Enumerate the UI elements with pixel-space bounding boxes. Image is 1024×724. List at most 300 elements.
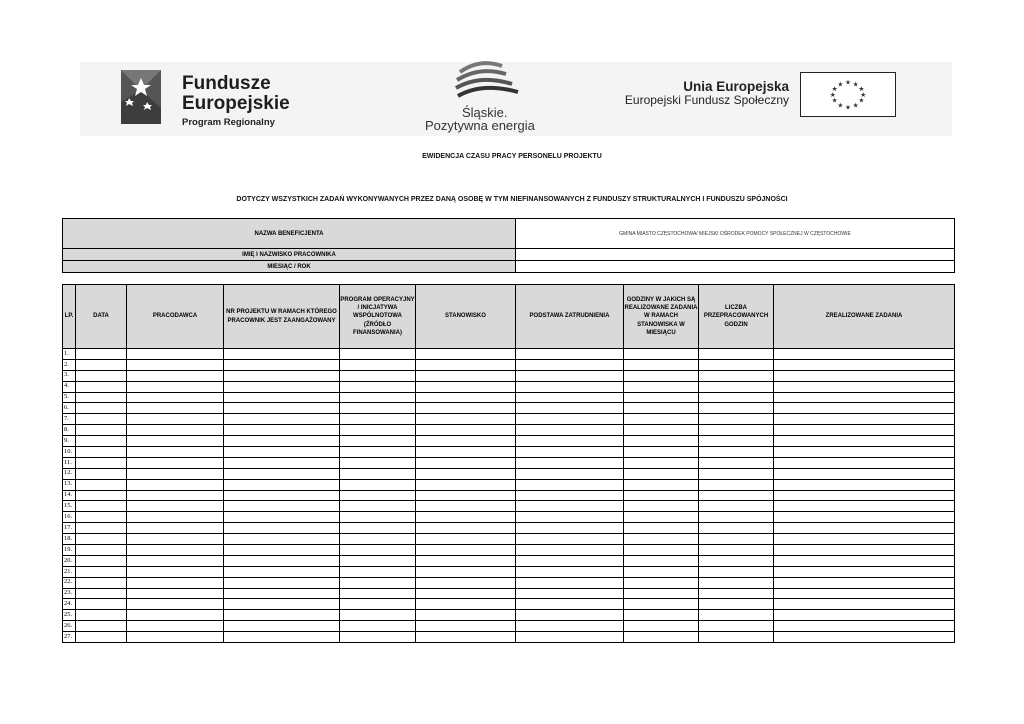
table-cell[interactable] xyxy=(340,512,416,523)
table-row xyxy=(63,359,955,370)
table-row xyxy=(63,490,955,501)
row-number: 2. xyxy=(63,359,76,370)
header-pracodawca: PRACODAWCA xyxy=(127,285,224,349)
table-cell[interactable] xyxy=(624,381,699,392)
time-record-table xyxy=(62,284,955,643)
table-cell[interactable] xyxy=(774,425,955,436)
table-cell[interactable] xyxy=(774,610,955,621)
table-cell[interactable] xyxy=(416,468,516,479)
table-cell[interactable] xyxy=(699,534,774,545)
row-number: 15. xyxy=(63,501,76,512)
table-cell[interactable] xyxy=(699,392,774,403)
table-cell[interactable] xyxy=(699,545,774,556)
table-cell[interactable] xyxy=(127,501,224,512)
table-cell[interactable] xyxy=(416,425,516,436)
table-cell[interactable] xyxy=(76,490,127,501)
table-row xyxy=(63,447,955,458)
table-cell[interactable] xyxy=(224,436,340,447)
table-cell[interactable] xyxy=(774,468,955,479)
table-cell[interactable] xyxy=(624,610,699,621)
svg-text:★: ★ xyxy=(845,103,851,112)
table-cell[interactable] xyxy=(340,545,416,556)
table-cell[interactable] xyxy=(624,523,699,534)
table-cell[interactable] xyxy=(127,632,224,643)
table-row xyxy=(63,381,955,392)
logo-fe-line1: Fundusze xyxy=(182,73,271,94)
table-cell[interactable] xyxy=(127,447,224,458)
row-number: 13. xyxy=(63,479,76,490)
header-nr-projektu: NR PROJEKTU W RAMACH KTÓREGO PRACOWNIK JEST ZAANGAŻOWANY xyxy=(224,285,340,349)
table-cell[interactable] xyxy=(624,599,699,610)
table-cell[interactable] xyxy=(76,381,127,392)
table-cell[interactable] xyxy=(340,566,416,577)
table-cell[interactable] xyxy=(127,577,224,588)
table-cell[interactable] xyxy=(224,359,340,370)
table-cell[interactable] xyxy=(76,566,127,577)
table-cell[interactable] xyxy=(774,501,955,512)
header-program-operacyjny: PROGRAM OPERACYJNY / INICJATYWA WSPÓLNOTOWA (ŹRÓDŁO FINANSOWANIA) xyxy=(340,285,416,349)
table-cell[interactable] xyxy=(416,414,516,425)
table-cell[interactable] xyxy=(699,457,774,468)
table-cell[interactable] xyxy=(624,501,699,512)
table-cell[interactable] xyxy=(699,555,774,566)
document-subtitle: DOTYCZY WSZYSTKICH ZADAŃ WYKONYWANYCH PRZEZ DANĄ OSOBĘ W TYM NIEFINANSOWANYCH Z FUNDUSZY STRUKTURALNYCH I FUNDUSZU SPÓJNOŚCI xyxy=(236,196,788,203)
table-row xyxy=(63,392,955,403)
table-cell[interactable] xyxy=(774,534,955,545)
table-cell[interactable] xyxy=(224,392,340,403)
table-cell[interactable] xyxy=(224,501,340,512)
table-cell[interactable] xyxy=(127,414,224,425)
table-cell[interactable] xyxy=(516,577,624,588)
table-cell[interactable] xyxy=(699,403,774,414)
table-cell[interactable] xyxy=(340,534,416,545)
table-cell[interactable] xyxy=(416,621,516,632)
row-number: 21. xyxy=(63,566,76,577)
table-cell[interactable] xyxy=(340,577,416,588)
table-cell[interactable] xyxy=(127,512,224,523)
table-cell[interactable] xyxy=(624,468,699,479)
table-cell[interactable] xyxy=(416,523,516,534)
month-year-label: MIESIĄC / ROK xyxy=(63,261,516,273)
table-cell[interactable] xyxy=(774,414,955,425)
table-cell[interactable] xyxy=(340,392,416,403)
table-cell[interactable] xyxy=(624,545,699,556)
table-cell[interactable] xyxy=(340,370,416,381)
svg-text:★: ★ xyxy=(858,96,865,105)
table-cell[interactable] xyxy=(699,599,774,610)
table-row xyxy=(63,479,955,490)
table-cell[interactable] xyxy=(127,370,224,381)
table-row xyxy=(63,621,955,632)
table-cell[interactable] xyxy=(516,468,624,479)
table-cell[interactable] xyxy=(224,381,340,392)
table-cell[interactable] xyxy=(774,381,955,392)
table-cell[interactable] xyxy=(340,468,416,479)
table-cell[interactable] xyxy=(516,457,624,468)
table-cell[interactable] xyxy=(416,610,516,621)
table-cell[interactable] xyxy=(340,425,416,436)
table-cell[interactable] xyxy=(76,621,127,632)
table-cell[interactable] xyxy=(340,610,416,621)
table-cell[interactable] xyxy=(224,425,340,436)
table-cell[interactable] xyxy=(516,555,624,566)
table-cell[interactable] xyxy=(127,621,224,632)
table-cell[interactable] xyxy=(416,566,516,577)
table-cell[interactable] xyxy=(416,490,516,501)
table-cell[interactable] xyxy=(699,425,774,436)
table-cell[interactable] xyxy=(224,534,340,545)
table-cell[interactable] xyxy=(516,392,624,403)
table-cell[interactable] xyxy=(774,566,955,577)
beneficiary-value: GMINA MIASTO CZĘSTOCHOWA/ MIEJSKI OŚRODEK POMOCY SPOŁECZNEJ W CZĘSTOCHOWIE xyxy=(516,219,955,249)
table-cell[interactable] xyxy=(416,479,516,490)
table-cell[interactable] xyxy=(76,392,127,403)
table-cell[interactable] xyxy=(76,403,127,414)
table-cell[interactable] xyxy=(516,588,624,599)
table-cell[interactable] xyxy=(127,403,224,414)
table-row xyxy=(63,468,955,479)
table-cell[interactable] xyxy=(76,479,127,490)
table-cell[interactable] xyxy=(76,436,127,447)
table-cell[interactable] xyxy=(699,577,774,588)
table-cell[interactable] xyxy=(224,566,340,577)
table-cell[interactable] xyxy=(699,632,774,643)
table-cell[interactable] xyxy=(340,457,416,468)
table-cell[interactable] xyxy=(224,545,340,556)
table-cell[interactable] xyxy=(127,490,224,501)
table-cell[interactable] xyxy=(416,370,516,381)
table-cell[interactable] xyxy=(416,392,516,403)
month-year-value[interactable] xyxy=(516,261,955,273)
table-cell[interactable] xyxy=(624,436,699,447)
table-cell[interactable] xyxy=(127,381,224,392)
svg-text:★: ★ xyxy=(837,80,844,89)
table-cell[interactable] xyxy=(774,555,955,566)
table-cell[interactable] xyxy=(340,588,416,599)
row-number: 26. xyxy=(63,621,76,632)
row-number: 4. xyxy=(63,381,76,392)
table-cell[interactable] xyxy=(416,501,516,512)
table-cell[interactable] xyxy=(76,501,127,512)
table-cell[interactable] xyxy=(416,534,516,545)
header-godziny: GODZINY W JAKICH SĄ REALIZOWANE ZADANIA W RAMACH STANOWISKA W MIESIĄCU xyxy=(624,285,699,349)
table-cell[interactable] xyxy=(224,632,340,643)
table-cell[interactable] xyxy=(699,349,774,360)
table-cell[interactable] xyxy=(76,370,127,381)
table-cell[interactable] xyxy=(699,490,774,501)
table-cell[interactable] xyxy=(416,632,516,643)
table-cell[interactable] xyxy=(416,359,516,370)
table-cell[interactable] xyxy=(699,414,774,425)
table-cell[interactable] xyxy=(76,632,127,643)
table-cell[interactable] xyxy=(127,359,224,370)
row-number: 18. xyxy=(63,534,76,545)
table-cell[interactable] xyxy=(699,479,774,490)
table-cell[interactable] xyxy=(774,370,955,381)
table-cell[interactable] xyxy=(624,359,699,370)
table-cell[interactable] xyxy=(416,457,516,468)
table-cell[interactable] xyxy=(624,577,699,588)
table-cell[interactable] xyxy=(699,370,774,381)
table-cell[interactable] xyxy=(224,479,340,490)
table-cell[interactable] xyxy=(624,490,699,501)
table-cell[interactable] xyxy=(76,425,127,436)
table-cell[interactable] xyxy=(516,479,624,490)
table-cell[interactable] xyxy=(624,349,699,360)
table-cell[interactable] xyxy=(224,512,340,523)
table-cell[interactable] xyxy=(516,610,624,621)
table-cell[interactable] xyxy=(340,501,416,512)
table-cell[interactable] xyxy=(340,490,416,501)
table-row xyxy=(63,370,955,381)
table-cell[interactable] xyxy=(774,457,955,468)
table-cell[interactable] xyxy=(699,447,774,458)
table-cell[interactable] xyxy=(224,577,340,588)
table-cell[interactable] xyxy=(224,523,340,534)
table-cell[interactable] xyxy=(516,381,624,392)
table-cell[interactable] xyxy=(127,545,224,556)
table-row xyxy=(63,588,955,599)
table-cell[interactable] xyxy=(127,599,224,610)
table-cell[interactable] xyxy=(76,610,127,621)
table-cell[interactable] xyxy=(774,479,955,490)
table-cell[interactable] xyxy=(516,349,624,360)
table-cell[interactable] xyxy=(516,621,624,632)
table-cell[interactable] xyxy=(340,436,416,447)
table-cell[interactable] xyxy=(516,425,624,436)
row-number: 24. xyxy=(63,599,76,610)
table-cell[interactable] xyxy=(340,479,416,490)
table-cell[interactable] xyxy=(127,349,224,360)
svg-text:★: ★ xyxy=(837,101,844,110)
logo-fe-line2: Europejskie xyxy=(182,93,290,114)
table-cell[interactable] xyxy=(699,501,774,512)
table-cell[interactable] xyxy=(624,555,699,566)
table-cell[interactable] xyxy=(624,414,699,425)
table-row xyxy=(63,425,955,436)
table-cell[interactable] xyxy=(76,349,127,360)
table-cell[interactable] xyxy=(127,588,224,599)
table-cell[interactable] xyxy=(624,457,699,468)
table-cell[interactable] xyxy=(76,468,127,479)
table-cell[interactable] xyxy=(224,588,340,599)
table-cell[interactable] xyxy=(416,403,516,414)
table-cell[interactable] xyxy=(76,545,127,556)
table-cell[interactable] xyxy=(416,588,516,599)
table-cell[interactable] xyxy=(699,566,774,577)
table-cell[interactable] xyxy=(774,588,955,599)
table-cell[interactable] xyxy=(774,512,955,523)
table-cell[interactable] xyxy=(624,621,699,632)
row-number: 20. xyxy=(63,555,76,566)
table-cell[interactable] xyxy=(340,414,416,425)
table-cell[interactable] xyxy=(416,555,516,566)
table-row xyxy=(63,545,955,556)
row-number: 1. xyxy=(63,349,76,360)
employee-name-value[interactable] xyxy=(516,249,955,261)
table-cell[interactable] xyxy=(624,370,699,381)
table-cell[interactable] xyxy=(340,403,416,414)
table-cell[interactable] xyxy=(76,599,127,610)
table-cell[interactable] xyxy=(774,403,955,414)
row-number: 8. xyxy=(63,425,76,436)
table-row xyxy=(63,403,955,414)
table-cell[interactable] xyxy=(516,490,624,501)
table-cell[interactable] xyxy=(699,512,774,523)
table-cell[interactable] xyxy=(774,599,955,610)
table-cell[interactable] xyxy=(774,349,955,360)
table-cell[interactable] xyxy=(76,534,127,545)
table-cell[interactable] xyxy=(699,523,774,534)
table-cell[interactable] xyxy=(624,447,699,458)
table-cell[interactable] xyxy=(340,621,416,632)
table-cell[interactable] xyxy=(624,566,699,577)
table-cell[interactable] xyxy=(127,425,224,436)
header-lp: LP. xyxy=(63,285,76,349)
table-cell[interactable] xyxy=(699,610,774,621)
beneficiary-info-table xyxy=(62,218,955,273)
table-cell[interactable] xyxy=(699,468,774,479)
table-cell[interactable] xyxy=(127,534,224,545)
table-cell[interactable] xyxy=(699,359,774,370)
table-cell[interactable] xyxy=(699,588,774,599)
row-number: 7. xyxy=(63,414,76,425)
table-cell[interactable] xyxy=(516,545,624,556)
table-cell[interactable] xyxy=(76,577,127,588)
table-cell[interactable] xyxy=(127,468,224,479)
table-cell[interactable] xyxy=(516,403,624,414)
table-cell[interactable] xyxy=(774,577,955,588)
table-cell[interactable] xyxy=(127,555,224,566)
table-cell[interactable] xyxy=(340,349,416,360)
table-cell[interactable] xyxy=(416,545,516,556)
table-cell[interactable] xyxy=(224,599,340,610)
table-cell[interactable] xyxy=(76,447,127,458)
table-cell[interactable] xyxy=(624,588,699,599)
table-cell[interactable] xyxy=(624,479,699,490)
eu-flag-icon xyxy=(800,72,896,117)
fundusze-europejskie-logo xyxy=(182,74,290,128)
table-cell[interactable] xyxy=(416,436,516,447)
table-cell[interactable] xyxy=(340,359,416,370)
table-cell[interactable] xyxy=(516,436,624,447)
table-row xyxy=(63,577,955,588)
table-cell[interactable] xyxy=(699,381,774,392)
table-cell[interactable] xyxy=(516,501,624,512)
table-cell[interactable] xyxy=(624,512,699,523)
table-cell[interactable] xyxy=(224,457,340,468)
table-cell[interactable] xyxy=(516,599,624,610)
row-number: 14. xyxy=(63,490,76,501)
table-cell[interactable] xyxy=(416,577,516,588)
document-title: EWIDENCJA CZASU PRACY PERSONELU PROJEKTU xyxy=(422,153,602,160)
table-cell[interactable] xyxy=(76,457,127,468)
table-cell[interactable] xyxy=(416,447,516,458)
table-cell[interactable] xyxy=(416,381,516,392)
table-cell[interactable] xyxy=(774,359,955,370)
table-cell[interactable] xyxy=(76,414,127,425)
header-podstawa-zatrudnienia: PODSTAWA ZATRUDNIENIA xyxy=(516,285,624,349)
table-cell[interactable] xyxy=(416,599,516,610)
table-cell[interactable] xyxy=(76,588,127,599)
table-cell[interactable] xyxy=(127,436,224,447)
table-cell[interactable] xyxy=(340,632,416,643)
table-cell[interactable] xyxy=(340,447,416,458)
table-cell[interactable] xyxy=(76,512,127,523)
table-cell[interactable] xyxy=(340,381,416,392)
table-cell[interactable] xyxy=(416,349,516,360)
table-cell[interactable] xyxy=(516,447,624,458)
logo-ue-line2: Europejski Fundusz Społeczny xyxy=(624,93,789,108)
table-cell[interactable] xyxy=(127,457,224,468)
table-cell[interactable] xyxy=(516,534,624,545)
table-cell[interactable] xyxy=(774,436,955,447)
table-cell[interactable] xyxy=(76,523,127,534)
table-cell[interactable] xyxy=(774,621,955,632)
table-cell[interactable] xyxy=(516,359,624,370)
table-cell[interactable] xyxy=(127,523,224,534)
table-cell[interactable] xyxy=(127,566,224,577)
table-cell[interactable] xyxy=(224,610,340,621)
table-cell[interactable] xyxy=(224,349,340,360)
table-cell[interactable] xyxy=(699,621,774,632)
table-cell[interactable] xyxy=(516,632,624,643)
table-cell[interactable] xyxy=(224,403,340,414)
table-cell[interactable] xyxy=(774,447,955,458)
table-cell[interactable] xyxy=(624,392,699,403)
table-cell[interactable] xyxy=(224,490,340,501)
table-cell[interactable] xyxy=(774,632,955,643)
table-cell[interactable] xyxy=(224,414,340,425)
table-cell[interactable] xyxy=(76,359,127,370)
table-cell[interactable] xyxy=(699,436,774,447)
table-cell[interactable] xyxy=(340,523,416,534)
table-cell[interactable] xyxy=(224,447,340,458)
table-cell[interactable] xyxy=(127,392,224,403)
table-cell[interactable] xyxy=(224,621,340,632)
table-cell[interactable] xyxy=(224,370,340,381)
table-cell[interactable] xyxy=(516,566,624,577)
table-cell[interactable] xyxy=(416,512,516,523)
table-cell[interactable] xyxy=(774,523,955,534)
table-cell[interactable] xyxy=(624,425,699,436)
table-cell[interactable] xyxy=(127,610,224,621)
table-cell[interactable] xyxy=(224,555,340,566)
table-cell[interactable] xyxy=(76,555,127,566)
table-row xyxy=(63,436,955,447)
svg-text:★: ★ xyxy=(852,101,859,110)
table-cell[interactable] xyxy=(516,414,624,425)
table-cell[interactable] xyxy=(516,512,624,523)
table-cell[interactable] xyxy=(224,468,340,479)
table-cell[interactable] xyxy=(774,545,955,556)
table-cell[interactable] xyxy=(127,479,224,490)
beneficiary-label: NAZWA BENEFICJENTA xyxy=(63,219,516,249)
table-cell[interactable] xyxy=(340,555,416,566)
row-number: 17. xyxy=(63,523,76,534)
table-cell[interactable] xyxy=(624,534,699,545)
table-cell[interactable] xyxy=(516,370,624,381)
table-row xyxy=(63,555,955,566)
row-number: 6. xyxy=(63,403,76,414)
table-cell[interactable] xyxy=(516,523,624,534)
row-number: 16. xyxy=(63,512,76,523)
table-cell[interactable] xyxy=(340,599,416,610)
table-cell[interactable] xyxy=(624,632,699,643)
table-cell[interactable] xyxy=(774,392,955,403)
table-cell[interactable] xyxy=(624,403,699,414)
table-cell[interactable] xyxy=(774,490,955,501)
